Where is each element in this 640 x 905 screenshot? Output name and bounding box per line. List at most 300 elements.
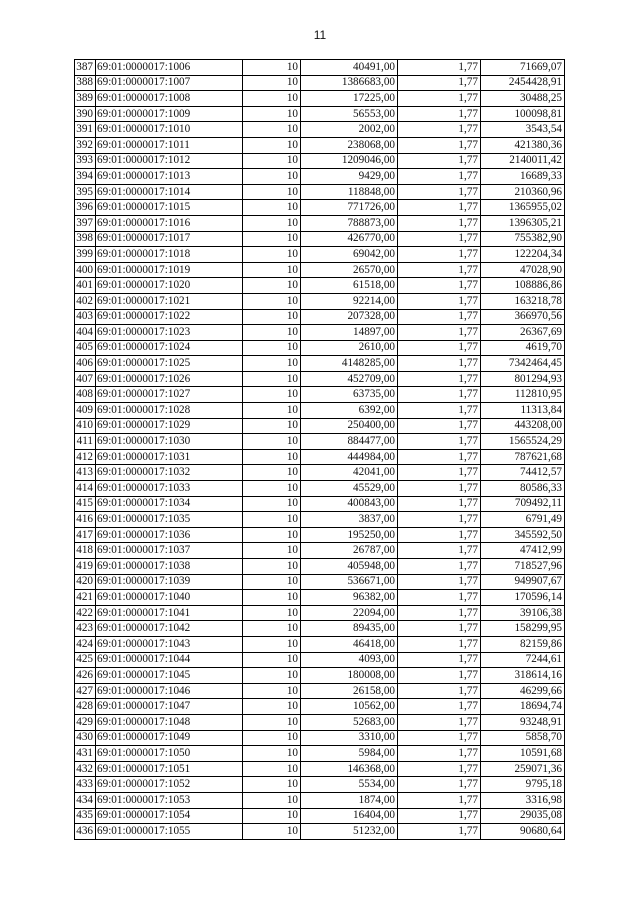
total-cell: 11313,84 (481, 403, 565, 419)
table-row (75, 636, 565, 652)
value-cell: 17225,00 (301, 91, 398, 107)
total-cell: 2140011,42 (481, 153, 565, 169)
cadastral-number-cell: 69:01:0000017:1029 (96, 418, 243, 434)
row-number-cell: 429 (75, 714, 96, 730)
table-row (75, 824, 565, 840)
value-cell: 40491,00 (301, 60, 398, 76)
total-cell: 26367,69 (481, 325, 565, 341)
row-number-cell: 402 (75, 293, 96, 309)
row-number-cell: 435 (75, 808, 96, 824)
table-row (75, 777, 565, 793)
table-row (75, 792, 565, 808)
row-number-cell: 427 (75, 683, 96, 699)
coefficient-cell: 1,77 (398, 746, 481, 762)
value-cell: 63735,00 (301, 387, 398, 403)
cadastral-number-cell: 69:01:0000017:1019 (96, 262, 243, 278)
table-row (75, 481, 565, 497)
total-cell: 5858,70 (481, 730, 565, 746)
total-cell: 16689,33 (481, 169, 565, 185)
table-row (75, 746, 565, 762)
total-cell: 3316,98 (481, 792, 565, 808)
category-cell: 10 (243, 683, 301, 699)
row-number-cell: 407 (75, 371, 96, 387)
total-cell: 718527,96 (481, 559, 565, 575)
row-number-cell: 406 (75, 356, 96, 372)
table-row (75, 449, 565, 465)
table-row (75, 387, 565, 403)
category-cell: 10 (243, 574, 301, 590)
total-cell: 80586,33 (481, 481, 565, 497)
category-cell: 10 (243, 340, 301, 356)
coefficient-cell: 1,77 (398, 153, 481, 169)
value-cell: 536671,00 (301, 574, 398, 590)
row-number-cell: 420 (75, 574, 96, 590)
coefficient-cell: 1,77 (398, 137, 481, 153)
row-number-cell: 408 (75, 387, 96, 403)
value-cell: 3310,00 (301, 730, 398, 746)
table-row (75, 543, 565, 559)
cadastral-number-cell: 69:01:0000017:1028 (96, 403, 243, 419)
table-row (75, 730, 565, 746)
value-cell: 2002,00 (301, 122, 398, 138)
value-cell: 69042,00 (301, 247, 398, 263)
table-row (75, 574, 565, 590)
category-cell: 10 (243, 215, 301, 231)
value-cell: 250400,00 (301, 418, 398, 434)
row-number-cell: 394 (75, 169, 96, 185)
row-number-cell: 388 (75, 75, 96, 91)
category-cell: 10 (243, 668, 301, 684)
row-number-cell: 436 (75, 824, 96, 840)
cadastral-number-cell: 69:01:0000017:1050 (96, 746, 243, 762)
coefficient-cell: 1,77 (398, 465, 481, 481)
row-number-cell: 423 (75, 621, 96, 637)
value-cell: 52683,00 (301, 714, 398, 730)
table-row (75, 683, 565, 699)
coefficient-cell: 1,77 (398, 122, 481, 138)
total-cell: 122204,34 (481, 247, 565, 263)
value-cell: 118848,00 (301, 184, 398, 200)
category-cell: 10 (243, 75, 301, 91)
category-cell: 10 (243, 153, 301, 169)
total-cell: 108886,86 (481, 278, 565, 294)
row-number-cell: 405 (75, 340, 96, 356)
row-number-cell: 397 (75, 215, 96, 231)
cadastral-number-cell: 69:01:0000017:1048 (96, 714, 243, 730)
coefficient-cell: 1,77 (398, 699, 481, 715)
row-number-cell: 391 (75, 122, 96, 138)
value-cell: 238068,00 (301, 137, 398, 153)
table-row (75, 325, 565, 341)
cadastral-number-cell: 69:01:0000017:1030 (96, 434, 243, 450)
category-cell: 10 (243, 200, 301, 216)
value-cell: 452709,00 (301, 371, 398, 387)
category-cell: 10 (243, 636, 301, 652)
row-number-cell: 417 (75, 527, 96, 543)
cadastral-number-cell: 69:01:0000017:1016 (96, 215, 243, 231)
category-cell: 10 (243, 481, 301, 497)
row-number-cell: 411 (75, 434, 96, 450)
value-cell: 96382,00 (301, 590, 398, 606)
category-cell: 10 (243, 730, 301, 746)
category-cell: 10 (243, 184, 301, 200)
category-cell: 10 (243, 590, 301, 606)
row-number-cell: 433 (75, 777, 96, 793)
value-cell: 400843,00 (301, 496, 398, 512)
coefficient-cell: 1,77 (398, 91, 481, 107)
value-cell: 1209046,00 (301, 153, 398, 169)
table-row (75, 278, 565, 294)
category-cell: 10 (243, 512, 301, 528)
table-row (75, 356, 565, 372)
total-cell: 47412,99 (481, 543, 565, 559)
table-row (75, 215, 565, 231)
coefficient-cell: 1,77 (398, 714, 481, 730)
coefficient-cell: 1,77 (398, 200, 481, 216)
row-number-cell: 401 (75, 278, 96, 294)
coefficient-cell: 1,77 (398, 184, 481, 200)
total-cell: 318614,16 (481, 668, 565, 684)
category-cell: 10 (243, 465, 301, 481)
table-row (75, 106, 565, 122)
total-cell: 30488,25 (481, 91, 565, 107)
total-cell: 1396305,21 (481, 215, 565, 231)
total-cell: 29035,08 (481, 808, 565, 824)
coefficient-cell: 1,77 (398, 169, 481, 185)
row-number-cell: 419 (75, 559, 96, 575)
value-cell: 42041,00 (301, 465, 398, 481)
row-number-cell: 422 (75, 605, 96, 621)
total-cell: 259071,36 (481, 761, 565, 777)
category-cell: 10 (243, 262, 301, 278)
coefficient-cell: 1,77 (398, 590, 481, 606)
total-cell: 1565524,29 (481, 434, 565, 450)
category-cell: 10 (243, 122, 301, 138)
row-number-cell: 409 (75, 403, 96, 419)
row-number-cell: 412 (75, 449, 96, 465)
table-row (75, 512, 565, 528)
table-row (75, 169, 565, 185)
coefficient-cell: 1,77 (398, 761, 481, 777)
row-number-cell: 415 (75, 496, 96, 512)
cadastral-number-cell: 69:01:0000017:1037 (96, 543, 243, 559)
cadastral-number-cell: 69:01:0000017:1020 (96, 278, 243, 294)
table-row (75, 122, 565, 138)
coefficient-cell: 1,77 (398, 60, 481, 76)
category-cell: 10 (243, 247, 301, 263)
table-body (75, 60, 565, 840)
cadastral-number-cell: 69:01:0000017:1034 (96, 496, 243, 512)
coefficient-cell: 1,77 (398, 824, 481, 840)
row-number-cell: 430 (75, 730, 96, 746)
table-row (75, 340, 565, 356)
table-row (75, 60, 565, 76)
table-row (75, 714, 565, 730)
value-cell: 16404,00 (301, 808, 398, 824)
value-cell: 89435,00 (301, 621, 398, 637)
value-cell: 1874,00 (301, 792, 398, 808)
table-row (75, 621, 565, 637)
row-number-cell: 399 (75, 247, 96, 263)
value-cell: 26158,00 (301, 683, 398, 699)
cadastral-number-cell: 69:01:0000017:1012 (96, 153, 243, 169)
coefficient-cell: 1,77 (398, 278, 481, 294)
coefficient-cell: 1,77 (398, 309, 481, 325)
cadastral-number-cell: 69:01:0000017:1027 (96, 387, 243, 403)
cadastral-number-cell: 69:01:0000017:1052 (96, 777, 243, 793)
value-cell: 10562,00 (301, 699, 398, 715)
value-cell: 195250,00 (301, 527, 398, 543)
row-number-cell: 426 (75, 668, 96, 684)
total-cell: 801294,93 (481, 371, 565, 387)
row-number-cell: 393 (75, 153, 96, 169)
row-number-cell: 392 (75, 137, 96, 153)
total-cell: 755382,90 (481, 231, 565, 247)
category-cell: 10 (243, 106, 301, 122)
cadastral-number-cell: 69:01:0000017:1022 (96, 309, 243, 325)
row-number-cell: 403 (75, 309, 96, 325)
coefficient-cell: 1,77 (398, 543, 481, 559)
total-cell: 949907,67 (481, 574, 565, 590)
table-row (75, 247, 565, 263)
page-number: 11 (313, 28, 327, 42)
value-cell: 56553,00 (301, 106, 398, 122)
coefficient-cell: 1,77 (398, 496, 481, 512)
total-cell: 345592,50 (481, 527, 565, 543)
value-cell: 5534,00 (301, 777, 398, 793)
cadastral-number-cell: 69:01:0000017:1051 (96, 761, 243, 777)
category-cell: 10 (243, 761, 301, 777)
cadastral-number-cell: 69:01:0000017:1041 (96, 605, 243, 621)
table-row (75, 309, 565, 325)
cadastral-number-cell: 69:01:0000017:1054 (96, 808, 243, 824)
table-row (75, 200, 565, 216)
category-cell: 10 (243, 621, 301, 637)
value-cell: 51232,00 (301, 824, 398, 840)
table-row (75, 153, 565, 169)
category-cell: 10 (243, 792, 301, 808)
value-cell: 3837,00 (301, 512, 398, 528)
coefficient-cell: 1,77 (398, 247, 481, 263)
category-cell: 10 (243, 325, 301, 341)
coefficient-cell: 1,77 (398, 481, 481, 497)
value-cell: 444984,00 (301, 449, 398, 465)
table-row (75, 605, 565, 621)
value-cell: 405948,00 (301, 559, 398, 575)
table-row (75, 293, 565, 309)
row-number-cell: 400 (75, 262, 96, 278)
row-number-cell: 414 (75, 481, 96, 497)
value-cell: 1386683,00 (301, 75, 398, 91)
table-row (75, 527, 565, 543)
row-number-cell: 390 (75, 106, 96, 122)
value-cell: 5984,00 (301, 746, 398, 762)
total-cell: 7244,61 (481, 652, 565, 668)
coefficient-cell: 1,77 (398, 387, 481, 403)
coefficient-cell: 1,77 (398, 605, 481, 621)
coefficient-cell: 1,77 (398, 340, 481, 356)
cadastral-number-cell: 69:01:0000017:1043 (96, 636, 243, 652)
total-cell: 18694,74 (481, 699, 565, 715)
row-number-cell: 418 (75, 543, 96, 559)
total-cell: 4619,70 (481, 340, 565, 356)
category-cell: 10 (243, 231, 301, 247)
total-cell: 74412,57 (481, 465, 565, 481)
value-cell: 180008,00 (301, 668, 398, 684)
coefficient-cell: 1,77 (398, 668, 481, 684)
cadastral-number-cell: 69:01:0000017:1010 (96, 122, 243, 138)
cadastral-number-cell: 69:01:0000017:1007 (96, 75, 243, 91)
cadastral-number-cell: 69:01:0000017:1025 (96, 356, 243, 372)
total-cell: 366970,56 (481, 309, 565, 325)
cadastral-number-cell: 69:01:0000017:1011 (96, 137, 243, 153)
table-row (75, 418, 565, 434)
total-cell: 210360,96 (481, 184, 565, 200)
category-cell: 10 (243, 418, 301, 434)
category-cell: 10 (243, 137, 301, 153)
cadastral-number-cell: 69:01:0000017:1023 (96, 325, 243, 341)
category-cell: 10 (243, 543, 301, 559)
coefficient-cell: 1,77 (398, 325, 481, 341)
coefficient-cell: 1,77 (398, 356, 481, 372)
table-row (75, 137, 565, 153)
coefficient-cell: 1,77 (398, 683, 481, 699)
cadastral-number-cell: 69:01:0000017:1053 (96, 792, 243, 808)
value-cell: 45529,00 (301, 481, 398, 497)
table-row (75, 434, 565, 450)
coefficient-cell: 1,77 (398, 792, 481, 808)
row-number-cell: 389 (75, 91, 96, 107)
cadastral-number-cell: 69:01:0000017:1047 (96, 699, 243, 715)
coefficient-cell: 1,77 (398, 106, 481, 122)
cadastral-number-cell: 69:01:0000017:1009 (96, 106, 243, 122)
row-number-cell: 395 (75, 184, 96, 200)
value-cell: 771726,00 (301, 200, 398, 216)
coefficient-cell: 1,77 (398, 403, 481, 419)
total-cell: 112810,95 (481, 387, 565, 403)
total-cell: 10591,68 (481, 746, 565, 762)
total-cell: 787621,68 (481, 449, 565, 465)
category-cell: 10 (243, 293, 301, 309)
cadastral-number-cell: 69:01:0000017:1021 (96, 293, 243, 309)
total-cell: 82159,86 (481, 636, 565, 652)
total-cell: 90680,64 (481, 824, 565, 840)
value-cell: 61518,00 (301, 278, 398, 294)
category-cell: 10 (243, 652, 301, 668)
cadastral-number-cell: 69:01:0000017:1045 (96, 668, 243, 684)
total-cell: 709492,11 (481, 496, 565, 512)
coefficient-cell: 1,77 (398, 808, 481, 824)
category-cell: 10 (243, 559, 301, 575)
table-row (75, 371, 565, 387)
table-row (75, 590, 565, 606)
cadastral-number-cell: 69:01:0000017:1032 (96, 465, 243, 481)
cadastral-number-cell: 69:01:0000017:1024 (96, 340, 243, 356)
category-cell: 10 (243, 777, 301, 793)
cadastral-number-cell: 69:01:0000017:1014 (96, 184, 243, 200)
total-cell: 93248,91 (481, 714, 565, 730)
cadastral-number-cell: 69:01:0000017:1039 (96, 574, 243, 590)
total-cell: 170596,14 (481, 590, 565, 606)
cadastral-table (74, 59, 565, 840)
table-row (75, 75, 565, 91)
cadastral-number-cell: 69:01:0000017:1015 (96, 200, 243, 216)
row-number-cell: 387 (75, 60, 96, 76)
coefficient-cell: 1,77 (398, 730, 481, 746)
total-cell: 7342464,45 (481, 356, 565, 372)
table-row (75, 465, 565, 481)
category-cell: 10 (243, 309, 301, 325)
coefficient-cell: 1,77 (398, 574, 481, 590)
table-row (75, 699, 565, 715)
total-cell: 158299,95 (481, 621, 565, 637)
category-cell: 10 (243, 605, 301, 621)
value-cell: 146368,00 (301, 761, 398, 777)
value-cell: 14897,00 (301, 325, 398, 341)
coefficient-cell: 1,77 (398, 777, 481, 793)
coefficient-cell: 1,77 (398, 231, 481, 247)
coefficient-cell: 1,77 (398, 636, 481, 652)
category-cell: 10 (243, 824, 301, 840)
category-cell: 10 (243, 387, 301, 403)
category-cell: 10 (243, 699, 301, 715)
total-cell: 47028,90 (481, 262, 565, 278)
row-number-cell: 425 (75, 652, 96, 668)
value-cell: 26570,00 (301, 262, 398, 278)
table-row (75, 668, 565, 684)
category-cell: 10 (243, 434, 301, 450)
row-number-cell: 421 (75, 590, 96, 606)
row-number-cell: 432 (75, 761, 96, 777)
category-cell: 10 (243, 527, 301, 543)
total-cell: 39106,38 (481, 605, 565, 621)
coefficient-cell: 1,77 (398, 293, 481, 309)
row-number-cell: 424 (75, 636, 96, 652)
table-row (75, 262, 565, 278)
value-cell: 2610,00 (301, 340, 398, 356)
cadastral-number-cell: 69:01:0000017:1006 (96, 60, 243, 76)
cadastral-number-cell: 69:01:0000017:1038 (96, 559, 243, 575)
total-cell: 443208,00 (481, 418, 565, 434)
value-cell: 4148285,00 (301, 356, 398, 372)
total-cell: 2454428,91 (481, 75, 565, 91)
coefficient-cell: 1,77 (398, 449, 481, 465)
table-row (75, 808, 565, 824)
coefficient-cell: 1,77 (398, 434, 481, 450)
table-row (75, 652, 565, 668)
cadastral-number-cell: 69:01:0000017:1013 (96, 169, 243, 185)
value-cell: 46418,00 (301, 636, 398, 652)
table-row (75, 559, 565, 575)
total-cell: 1365955,02 (481, 200, 565, 216)
table-row (75, 91, 565, 107)
total-cell: 6791,49 (481, 512, 565, 528)
row-number-cell: 431 (75, 746, 96, 762)
category-cell: 10 (243, 371, 301, 387)
cadastral-number-cell: 69:01:0000017:1018 (96, 247, 243, 263)
cadastral-number-cell: 69:01:0000017:1044 (96, 652, 243, 668)
total-cell: 71669,07 (481, 60, 565, 76)
total-cell: 9795,18 (481, 777, 565, 793)
cadastral-number-cell: 69:01:0000017:1033 (96, 481, 243, 497)
cadastral-number-cell: 69:01:0000017:1017 (96, 231, 243, 247)
total-cell: 421380,36 (481, 137, 565, 153)
coefficient-cell: 1,77 (398, 652, 481, 668)
cadastral-number-cell: 69:01:0000017:1040 (96, 590, 243, 606)
cadastral-number-cell: 69:01:0000017:1026 (96, 371, 243, 387)
row-number-cell: 428 (75, 699, 96, 715)
category-cell: 10 (243, 403, 301, 419)
